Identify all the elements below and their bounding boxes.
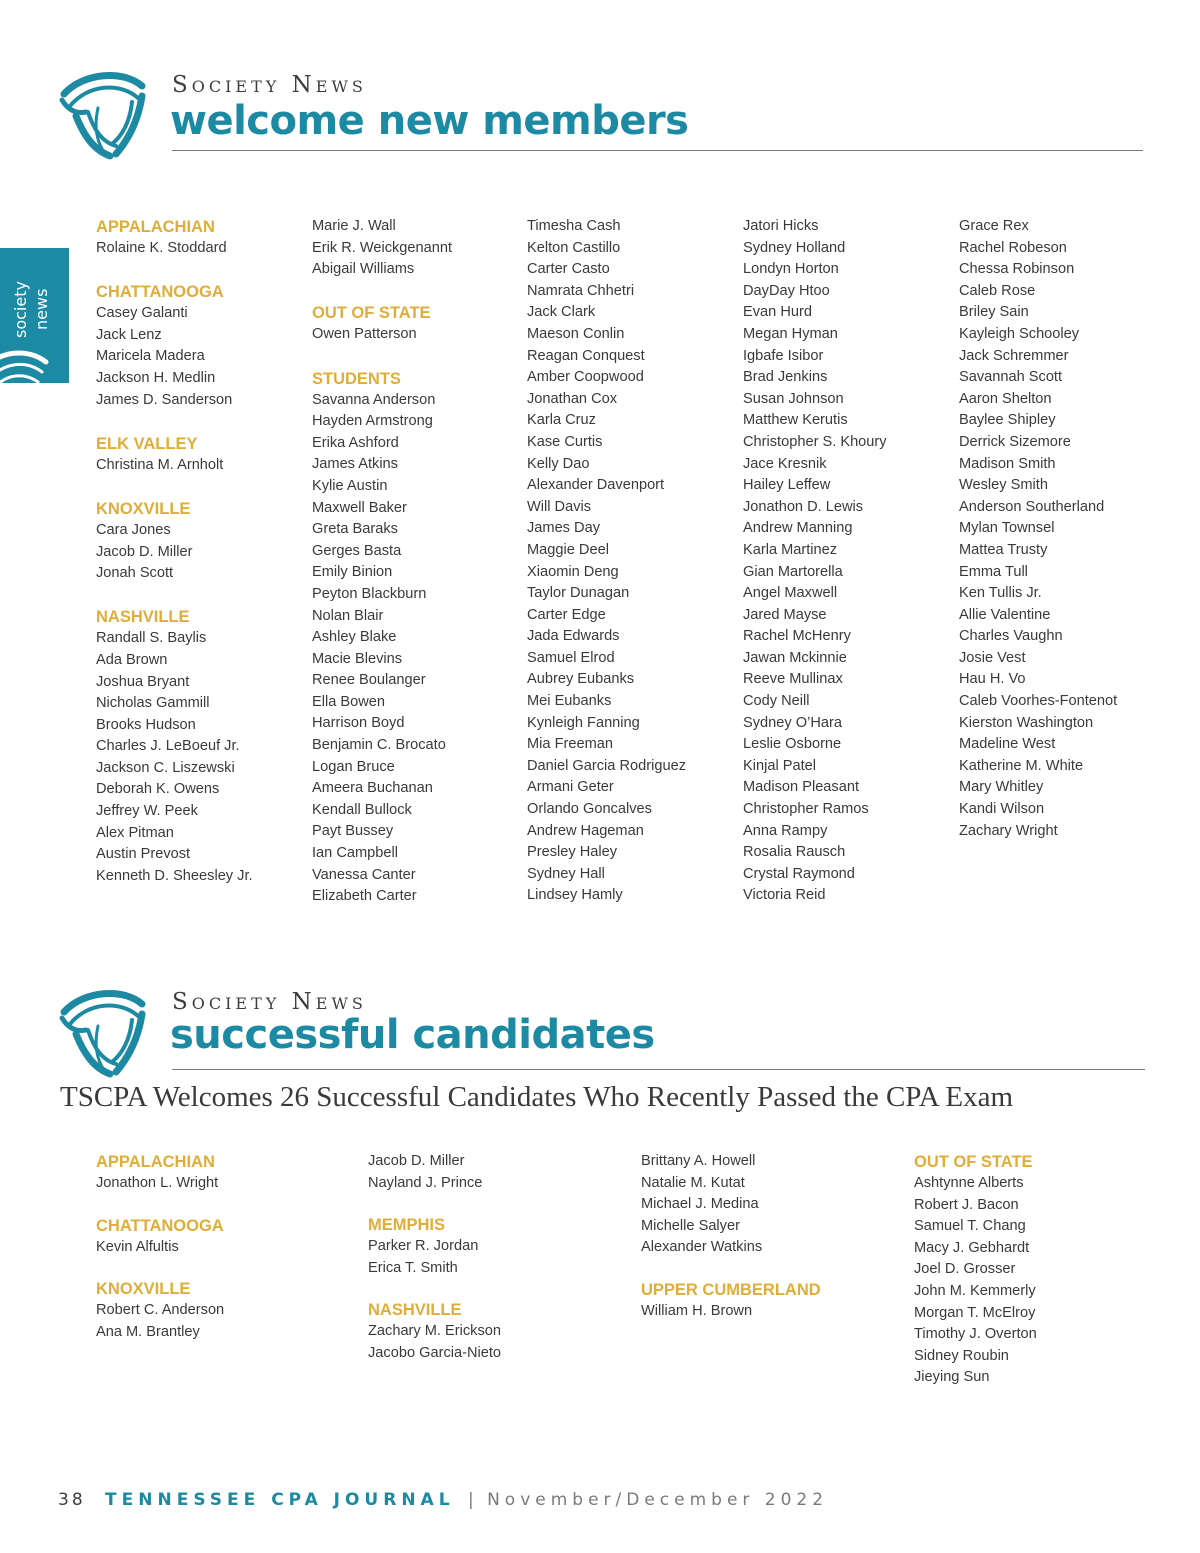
- member-name: Daniel Garcia Rodriguez: [527, 757, 686, 774]
- group-gap: [312, 346, 452, 368]
- member-name: Wesley Smith: [959, 477, 1048, 494]
- member-name: Kayleigh Schooley: [959, 325, 1080, 342]
- welcome-column-2: [312, 216, 452, 908]
- member-name: Lindsey Hamly: [527, 887, 623, 904]
- member-name: Jacob D. Miller: [368, 1153, 465, 1169]
- section-title: successful candidates: [170, 1012, 655, 1058]
- section-kicker: Society News: [172, 72, 367, 98]
- member-name: Brooks Hudson: [96, 716, 196, 733]
- candidates-column-4: [914, 1151, 1037, 1389]
- member-name: Anderson Southerland: [959, 498, 1105, 515]
- member-name: Ken Tullis Jr.: [959, 585, 1042, 602]
- member-name: Jacob D. Miller: [96, 543, 193, 560]
- member-name: Kylie Austin: [312, 477, 388, 494]
- member-name: Victoria Reid: [743, 887, 826, 904]
- member-name: Jatori Hicks: [743, 218, 819, 234]
- side-tab-line2: news: [32, 288, 51, 330]
- member-name: Brittany A. Howell: [641, 1153, 756, 1169]
- tscpa-logo-icon: [54, 984, 150, 1080]
- member-name: Erica T. Smith: [368, 1259, 458, 1276]
- society-news-side-tab: [0, 248, 69, 383]
- member-name: Rachel Robeson: [959, 239, 1067, 256]
- member-name: Rachel McHenry: [743, 628, 851, 645]
- member-name: Jared Mayse: [743, 606, 827, 623]
- welcome-column-5: [959, 216, 1117, 842]
- region-heading: OUT OF STATE: [914, 1153, 1033, 1171]
- member-name: Austin Prevost: [96, 846, 191, 863]
- member-name: Erika Ashford: [312, 434, 399, 451]
- member-name: DayDay Htoo: [743, 282, 830, 299]
- member-name: Michelle Salyer: [641, 1217, 740, 1234]
- member-name: Kevin Alfultis: [96, 1238, 179, 1255]
- member-name: Kierston Washington: [959, 714, 1094, 731]
- page-footer: [58, 1490, 828, 1510]
- member-name: Owen Patterson: [312, 326, 417, 343]
- group-gap: [96, 1195, 224, 1215]
- member-name: Charles J. LeBoeuf Jr.: [96, 738, 240, 755]
- member-name: Casey Galanti: [96, 305, 188, 322]
- member-name: Jeffrey W. Peek: [96, 803, 198, 820]
- header-rule: [172, 150, 1143, 151]
- member-name: Josie Vest: [959, 649, 1026, 666]
- member-name: Jace Kresnik: [743, 455, 827, 472]
- member-name: Jack Lenz: [96, 326, 162, 343]
- member-name: Aaron Shelton: [959, 390, 1052, 407]
- side-tab-line1: society: [11, 281, 30, 338]
- group-gap: [96, 1258, 224, 1278]
- member-name: Christina M. Arnholt: [96, 456, 224, 473]
- region-heading: CHATTANOOGA: [96, 283, 224, 302]
- member-name: Jieying Sun: [914, 1369, 990, 1386]
- candidates-column-3: [641, 1151, 821, 1323]
- member-name: Ashley Blake: [312, 629, 397, 646]
- member-name: Gerges Basta: [312, 542, 402, 559]
- member-name: Samuel Elrod: [527, 649, 615, 666]
- member-name: Ian Campbell: [312, 845, 398, 862]
- member-name: Macie Blevins: [312, 650, 403, 667]
- member-name: Anna Rampy: [743, 822, 828, 839]
- member-name: Karla Martinez: [743, 541, 838, 558]
- region-heading: APPALACHIAN: [96, 218, 215, 236]
- member-name: Greta Baraks: [312, 521, 398, 538]
- member-name: Jackson C. Liszewski: [96, 759, 235, 776]
- member-name: Reagan Conquest: [527, 347, 645, 364]
- page-number: 38: [58, 1490, 86, 1510]
- footer-separator: |: [467, 1490, 474, 1510]
- region-heading: NASHVILLE: [368, 1301, 462, 1320]
- member-name: Madison Pleasant: [743, 779, 860, 796]
- member-name: Natalie M. Kutat: [641, 1174, 745, 1191]
- member-name: Ada Brown: [96, 651, 168, 668]
- member-name: Sydney O’Hara: [743, 714, 842, 731]
- member-name: Mia Freeman: [527, 736, 613, 753]
- group-gap: [96, 260, 253, 282]
- welcome-column-1: [96, 216, 253, 887]
- member-name: Hailey Leffew: [743, 477, 831, 494]
- member-name: Mattea Trusty: [959, 541, 1048, 558]
- member-name: Mary Whitley: [959, 779, 1044, 796]
- member-name: Brad Jenkins: [743, 369, 828, 386]
- section-kicker: Society News: [172, 989, 367, 1015]
- member-name: Randall S. Baylis: [96, 630, 207, 647]
- member-name: Allie Valentine: [959, 606, 1051, 623]
- member-name: John M. Kemmerly: [914, 1282, 1036, 1299]
- member-name: Baylee Shipley: [959, 412, 1056, 429]
- member-name: Alexander Watkins: [641, 1239, 763, 1256]
- member-name: Jonathan Cox: [527, 390, 618, 407]
- member-name: Abigail Williams: [312, 261, 415, 278]
- member-name: Savanna Anderson: [312, 391, 436, 408]
- member-name: Derrick Sizemore: [959, 433, 1071, 450]
- region-heading: NASHVILLE: [96, 608, 190, 627]
- member-name: Chessa Robinson: [959, 261, 1075, 278]
- member-name: Jawan Mckinnie: [743, 649, 847, 666]
- member-name: Deborah K. Owens: [96, 781, 220, 798]
- member-name: Maeson Conlin: [527, 325, 625, 342]
- member-name: Crystal Raymond: [743, 865, 855, 882]
- member-name: Robert C. Anderson: [96, 1302, 225, 1319]
- member-name: Jack Schremmer: [959, 347, 1069, 364]
- member-name: Andrew Hageman: [527, 822, 644, 839]
- member-name: Benjamin C. Brocato: [312, 737, 446, 754]
- member-name: Emily Binion: [312, 564, 393, 581]
- group-gap: [96, 476, 253, 498]
- member-name: Kenneth D. Sheesley Jr.: [96, 867, 253, 884]
- member-name: Orlando Goncalves: [527, 801, 652, 818]
- member-name: Michael J. Medina: [641, 1196, 759, 1213]
- member-name: Kendall Bullock: [312, 801, 412, 818]
- member-name: Londyn Horton: [743, 261, 839, 278]
- member-name: Nolan Blair: [312, 607, 384, 624]
- group-gap: [96, 585, 253, 607]
- member-name: Amber Coopwood: [527, 369, 644, 386]
- group-gap: [96, 411, 253, 433]
- region-heading: KNOXVILLE: [96, 1280, 191, 1299]
- member-name: James Day: [527, 520, 600, 537]
- member-name: Timothy J. Overton: [914, 1326, 1037, 1343]
- member-name: William H. Brown: [641, 1302, 753, 1319]
- member-name: Samuel T. Chang: [914, 1218, 1026, 1235]
- group-gap: [641, 1259, 821, 1279]
- member-name: Aubrey Eubanks: [527, 671, 635, 688]
- member-name: Jonathon L. Wright: [96, 1175, 219, 1191]
- member-name: Rosalia Rausch: [743, 844, 846, 861]
- member-name: Erik R. Weickgenannt: [312, 239, 453, 256]
- member-name: Cara Jones: [96, 521, 171, 538]
- member-name: Hau H. Vo: [959, 671, 1026, 688]
- member-name: Elizabeth Carter: [312, 888, 417, 905]
- member-name: Renee Boulanger: [312, 672, 426, 689]
- member-name: Alexander Davenport: [527, 477, 665, 494]
- member-name: Jonathon D. Lewis: [743, 498, 864, 515]
- member-name: Emma Tull: [959, 563, 1028, 580]
- region-heading: KNOXVILLE: [96, 499, 191, 518]
- member-name: Maggie Deel: [527, 541, 609, 558]
- member-name: Payt Bussey: [312, 823, 394, 840]
- member-name: Sydney Hall: [527, 865, 605, 882]
- tscpa-logo-icon: [0, 340, 50, 383]
- member-name: Evan Hurd: [743, 304, 812, 321]
- region-heading: OUT OF STATE: [312, 304, 431, 323]
- group-gap: [368, 1194, 501, 1214]
- member-name: Parker R. Jordan: [368, 1238, 479, 1255]
- member-name: Alex Pitman: [96, 824, 174, 841]
- member-name: Maricela Madera: [96, 348, 205, 365]
- member-name: Madison Smith: [959, 455, 1056, 472]
- member-name: Morgan T. McElroy: [914, 1304, 1036, 1321]
- tscpa-logo-icon: [54, 66, 150, 162]
- member-name: Zachary M. Erickson: [368, 1323, 501, 1340]
- member-name: Mei Eubanks: [527, 693, 612, 710]
- region-heading: MEMPHIS: [368, 1216, 446, 1235]
- member-name: Igbafe Isibor: [743, 347, 824, 364]
- member-name: Leslie Osborne: [743, 736, 842, 753]
- group-gap: [312, 281, 452, 303]
- member-name: Rolaine K. Stoddard: [96, 240, 227, 256]
- member-name: Joshua Bryant: [96, 673, 190, 690]
- member-name: Will Davis: [527, 498, 592, 515]
- member-name: Kinjal Patel: [743, 757, 817, 774]
- member-name: Reeve Mullinax: [743, 671, 843, 688]
- member-name: Marie J. Wall: [312, 218, 396, 234]
- issue-date: November/December 2022: [487, 1490, 829, 1510]
- member-name: Harrison Boyd: [312, 715, 405, 732]
- member-name: Andrew Manning: [743, 520, 853, 537]
- member-name: Savannah Scott: [959, 369, 1063, 386]
- member-name: Jonah Scott: [96, 565, 174, 582]
- member-name: Charles Vaughn: [959, 628, 1063, 645]
- member-name: Cody Neill: [743, 693, 810, 710]
- member-name: Madeline West: [959, 736, 1056, 753]
- region-heading: UPPER CUMBERLAND: [641, 1280, 821, 1299]
- candidates-column-1: [96, 1151, 224, 1343]
- member-name: Sydney Holland: [743, 239, 846, 256]
- member-name: Robert J. Bacon: [914, 1196, 1019, 1213]
- member-name: Ashtynne Alberts: [914, 1175, 1024, 1191]
- member-name: Joel D. Grosser: [914, 1261, 1016, 1278]
- region-heading: STUDENTS: [312, 369, 401, 388]
- member-name: James Atkins: [312, 456, 398, 473]
- member-name: Jacobo Garcia-Nieto: [368, 1344, 502, 1361]
- member-name: Presley Haley: [527, 844, 618, 861]
- welcome-column-3: [527, 216, 686, 907]
- member-name: Jada Edwards: [527, 628, 620, 645]
- member-name: Macy J. Gebhardt: [914, 1239, 1030, 1256]
- member-name: Grace Rex: [959, 218, 1029, 234]
- header-rule: [172, 1069, 1145, 1070]
- region-heading: CHATTANOOGA: [96, 1216, 224, 1235]
- candidates-subtitle: TSCPA Welcomes 26 Successful Candidates Who Recently Passed the CPA Exam: [60, 1081, 1014, 1113]
- member-name: Carter Edge: [527, 606, 606, 623]
- member-name: Timesha Cash: [527, 218, 621, 234]
- member-name: Susan Johnson: [743, 390, 844, 407]
- member-name: Kandi Wilson: [959, 801, 1045, 818]
- member-name: Kelly Dao: [527, 455, 590, 472]
- member-name: Zachary Wright: [959, 822, 1058, 839]
- member-name: Hayden Armstrong: [312, 413, 433, 430]
- member-name: Christopher S. Khoury: [743, 433, 887, 450]
- group-gap: [368, 1279, 501, 1299]
- member-name: Kelton Castillo: [527, 239, 621, 256]
- member-name: Caleb Rose: [959, 282, 1036, 299]
- member-name: Ameera Buchanan: [312, 780, 433, 797]
- member-name: Vanessa Canter: [312, 866, 416, 883]
- member-name: Jack Clark: [527, 304, 596, 321]
- member-name: Sidney Roubin: [914, 1347, 1009, 1364]
- member-name: Mylan Townsel: [959, 520, 1055, 537]
- member-name: Megan Hyman: [743, 325, 838, 342]
- member-name: Peyton Blackburn: [312, 585, 427, 602]
- member-name: Briley Sain: [959, 304, 1029, 321]
- member-name: Nayland J. Prince: [368, 1174, 483, 1191]
- welcome-column-4: [743, 216, 887, 907]
- member-name: Logan Bruce: [312, 758, 395, 775]
- member-name: Namrata Chhetri: [527, 282, 635, 299]
- member-name: Carter Casto: [527, 261, 610, 278]
- region-heading: APPALACHIAN: [96, 1153, 215, 1171]
- member-name: Maxwell Baker: [312, 499, 407, 516]
- member-name: Ella Bowen: [312, 693, 386, 710]
- member-name: Ana M. Brantley: [96, 1323, 200, 1340]
- member-name: Nicholas Gammill: [96, 695, 210, 712]
- member-name: Caleb Voorhes-Fontenot: [959, 693, 1118, 710]
- member-name: Matthew Kerutis: [743, 412, 848, 429]
- member-name: Kase Curtis: [527, 433, 603, 450]
- member-name: Christopher Ramos: [743, 801, 869, 818]
- region-heading: ELK VALLEY: [96, 434, 198, 453]
- journal-name: TENNESSEE CPA JOURNAL: [105, 1490, 455, 1510]
- member-name: Angel Maxwell: [743, 585, 838, 602]
- member-name: Jackson H. Medlin: [96, 369, 216, 386]
- member-name: James D. Sanderson: [96, 391, 233, 408]
- member-name: Gian Martorella: [743, 563, 843, 580]
- member-name: Karla Cruz: [527, 412, 596, 429]
- member-name: Xiaomin Deng: [527, 563, 619, 580]
- member-name: Kynleigh Fanning: [527, 714, 640, 731]
- candidates-column-2: [368, 1151, 501, 1365]
- member-name: Taylor Dunagan: [527, 585, 630, 602]
- section-title: welcome new members: [170, 98, 689, 144]
- member-name: Katherine M. White: [959, 757, 1084, 774]
- member-name: Armani Geter: [527, 779, 614, 796]
